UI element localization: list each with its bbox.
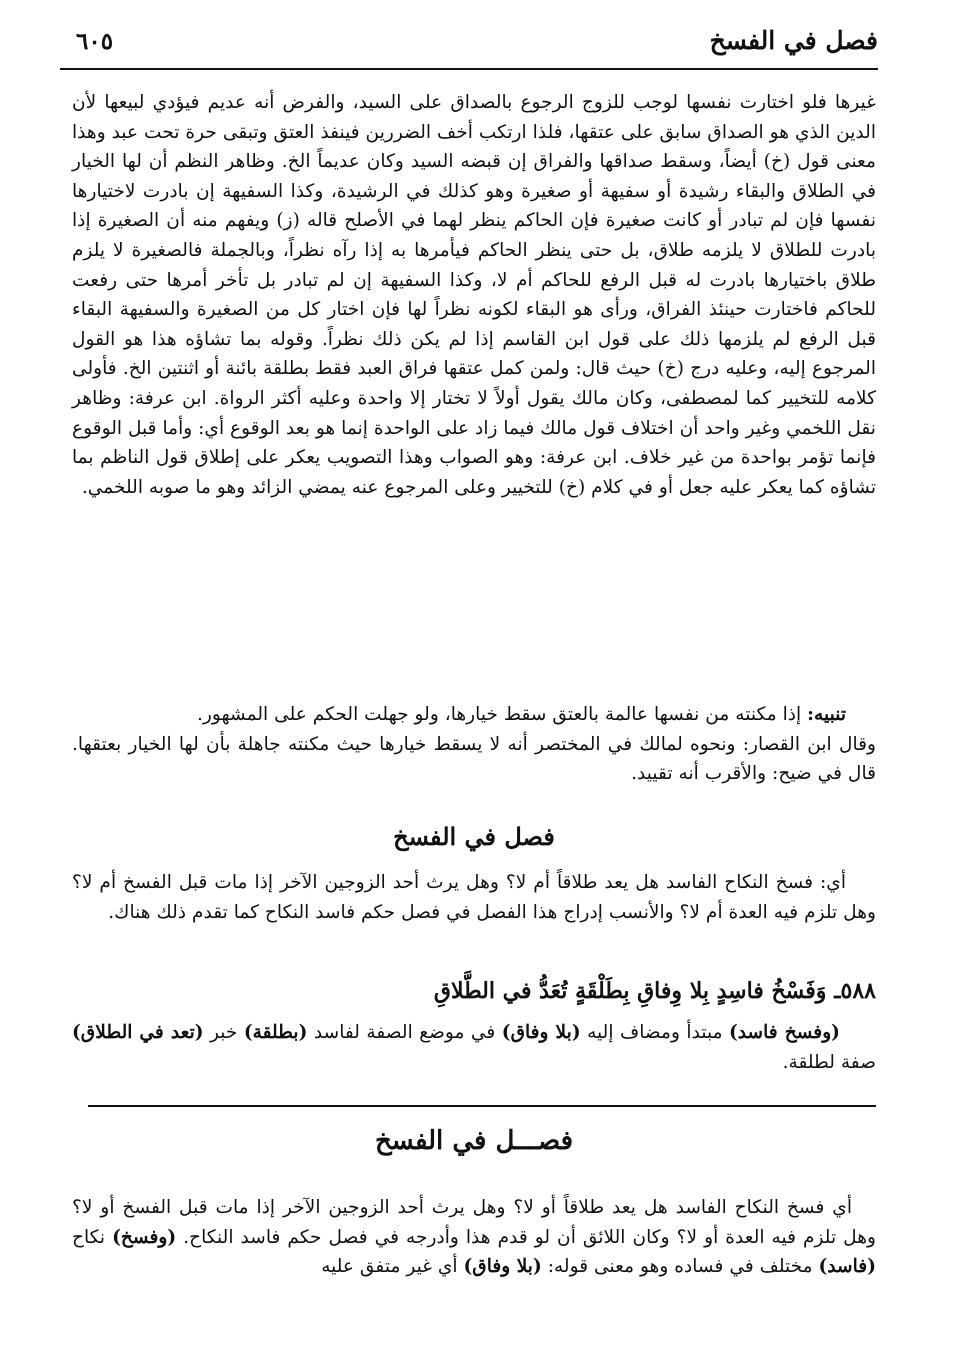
section-divider (88, 1105, 876, 1107)
notice-block (72, 700, 876, 789)
verse-gloss-3: خبر (203, 1022, 244, 1043)
section-2-gloss-2: مختلف في فساده وهو معنى قوله: (541, 1256, 819, 1278)
section-2-gloss-1: نكاح (72, 1226, 113, 1248)
commentary-paragraph (72, 88, 876, 502)
notice-line-1-text: إذا مكنته من نفسها عالمة بالعتق سقط خيارها، ولو جهلت الحكم على المشهور. (196, 704, 802, 725)
verse-gloss-4: صفة لطلقة. (782, 1051, 876, 1073)
section-1-title: فصل في الفسخ (393, 822, 555, 851)
notice-label: تنبيه: (807, 704, 846, 725)
verse-number: ٥٨٨ (840, 978, 876, 1004)
verse-commentary (72, 1018, 876, 1077)
page-number: ٦٠٥ (76, 28, 114, 55)
section-2-term-2: (فاسد) (818, 1256, 876, 1278)
page-header (60, 18, 878, 70)
verse-gloss-1: مبتدأ ومضاف إليه (580, 1022, 729, 1043)
running-title: فصل في الفسخ (709, 26, 878, 55)
verse-line: ٥٨٨ـ وَفَسْخُ فاسِدٍ بِلا وِفاقِ بِطَلْقَةٍ تُعَدُّ في الطَّلاقِ (433, 978, 876, 1004)
section-2-intro: أي فسخ النكاح الفاسد هل يعد طلاقاً أو لا؟ وهل يرث أحد الزوجين الآخر إذا مات قبل الفسخ أو لا؟ وهل تلزم فيه العدة أو لا؟ وكان اللائق أن لو قدم هذا وأدرجه في فصل حكم فاسد النكاح. (72, 1197, 876, 1248)
section-2-term-1: (وفسخ) (112, 1226, 177, 1248)
verse-text: وَفَسْخُ فاسِدٍ بِلا وِفاقِ بِطَلْقَةٍ تُعَدُّ في الطَّلاقِ (433, 978, 827, 1004)
notice-line-1 (72, 700, 876, 730)
section-2-paragraph (72, 1193, 876, 1282)
verse-term-3: (بطلقة) (243, 1022, 308, 1043)
verse-term-2: (بلا وفاق) (501, 1022, 581, 1043)
section-2-title: فصـــل في الفسخ (375, 1126, 573, 1156)
section-1-paragraph (72, 868, 876, 927)
notice-line-2: وقال ابن القصار: ونحوه لمالك في المختصر أنه لا يسقط خيارها حيث مكنته جاهلة بأن لها الخيار بعتقها. قال في ضيح: والأقرب أنه تقييد. (72, 733, 876, 785)
verse-term-4: (تعد في الطلاق) (72, 1022, 204, 1043)
commentary-text: غيرها فلو اختارت نفسها لوجب للزوج الرجوع بالصداق على السيد، والفرض أنه عديم فيؤدي لبيعها لأن الدين الذي هو الصداق سابق على عتقها، فلذا ارتكب أخف الضررين فينفذ العتق وتبقى حرة تحت عبد وهذا معنى قول (خ) أيضاً، وسقط صداقها والفراق إن قبضه السيد وكان عديماً الخ. وظاهر النظم أن لها الخيار في الطلاق والبقاء رشيدة أو سفيهة أو صغيرة وهو كذلك في الرشيدة، وكذا السفيهة إن بادرت لاختيارها نفسها فإن لم تبادر أو كانت صغيرة فإن الحاكم ينظر لهما في الأصلح قاله (ز) ويفهم منه أن الصغيرة إذا بادرت للطلاق لا يلزمه طلاق، بل حتى ينظر الحاكم فيأمرها به إذا رآه نظراً، وبالجملة فالصغيرة لا يلزم طلاق باختيارها بادرت له قبل الرفع للحاكم أم لا، وكذا السفيهة إن لم تبادر بل تأخر أمرها حتى رفعت للحاكم فاختارت حينئذ الفراق، ورأى هو البقاء لكونه نظراً لها فإن اختار كل من الصغيرة والسفيهة البقاء قبل الرفع لم يلزمها ذلك على قول ابن القاسم إذا لم يكن ذلك نظراً. وقوله بما تشاؤه هذا هو القول المرجوع إليه، وعليه درج (خ) حيث قال: ولمن كمل عتقها فراق العبد فقط بطلقة بائنة أو اثنتين الخ. فأولى كلامه للتخيير كما لمصطفى، وكان مالك يقول أولاً لا تختار إلا واحدة وعليه أكثر الرواة. ابن عرفة: وظاهر نقل اللخمي وغير واحد أن اختلاف قول مالك فيما زاد على الواحدة إنما هو بعد الوقوع أي: وأما قبل الوقوع فإنما تؤمر بواحدة من غير خلاف. ابن عرفة: وهو الصواب وهذا التصويب يعكر على إطلاق قول الناظم بما تشاؤه كما يعكر عليه جعل أو في كلام (خ) للتخيير وعلى المرجوع عنه يمضي الزائد وهو ما صوبه اللخمي. (72, 92, 876, 498)
section-2-text (72, 1193, 876, 1282)
verse-gloss-2: في موضع الصفة لفاسد (307, 1022, 502, 1043)
verse-commentary-text (72, 1018, 876, 1077)
section-2-gloss-3: أي غير متفق عليه (321, 1256, 464, 1278)
verse-term-1: (وفسخ فاسد) (729, 1022, 840, 1043)
section-2-term-3: (بلا وفاق) (463, 1256, 542, 1278)
section-1-text: أي: فسخ النكاح الفاسد هل يعد طلاقاً أم لا؟ وهل يرث أحد الزوجين الآخر إذا مات قبل الفسخ أم لا؟ وهل تلزم فيه العدة أم لا؟ والأنسب إدراج هذا الفصل في فصل حكم فاسد النكاح كما تقدم ذلك هناك. (72, 872, 876, 923)
